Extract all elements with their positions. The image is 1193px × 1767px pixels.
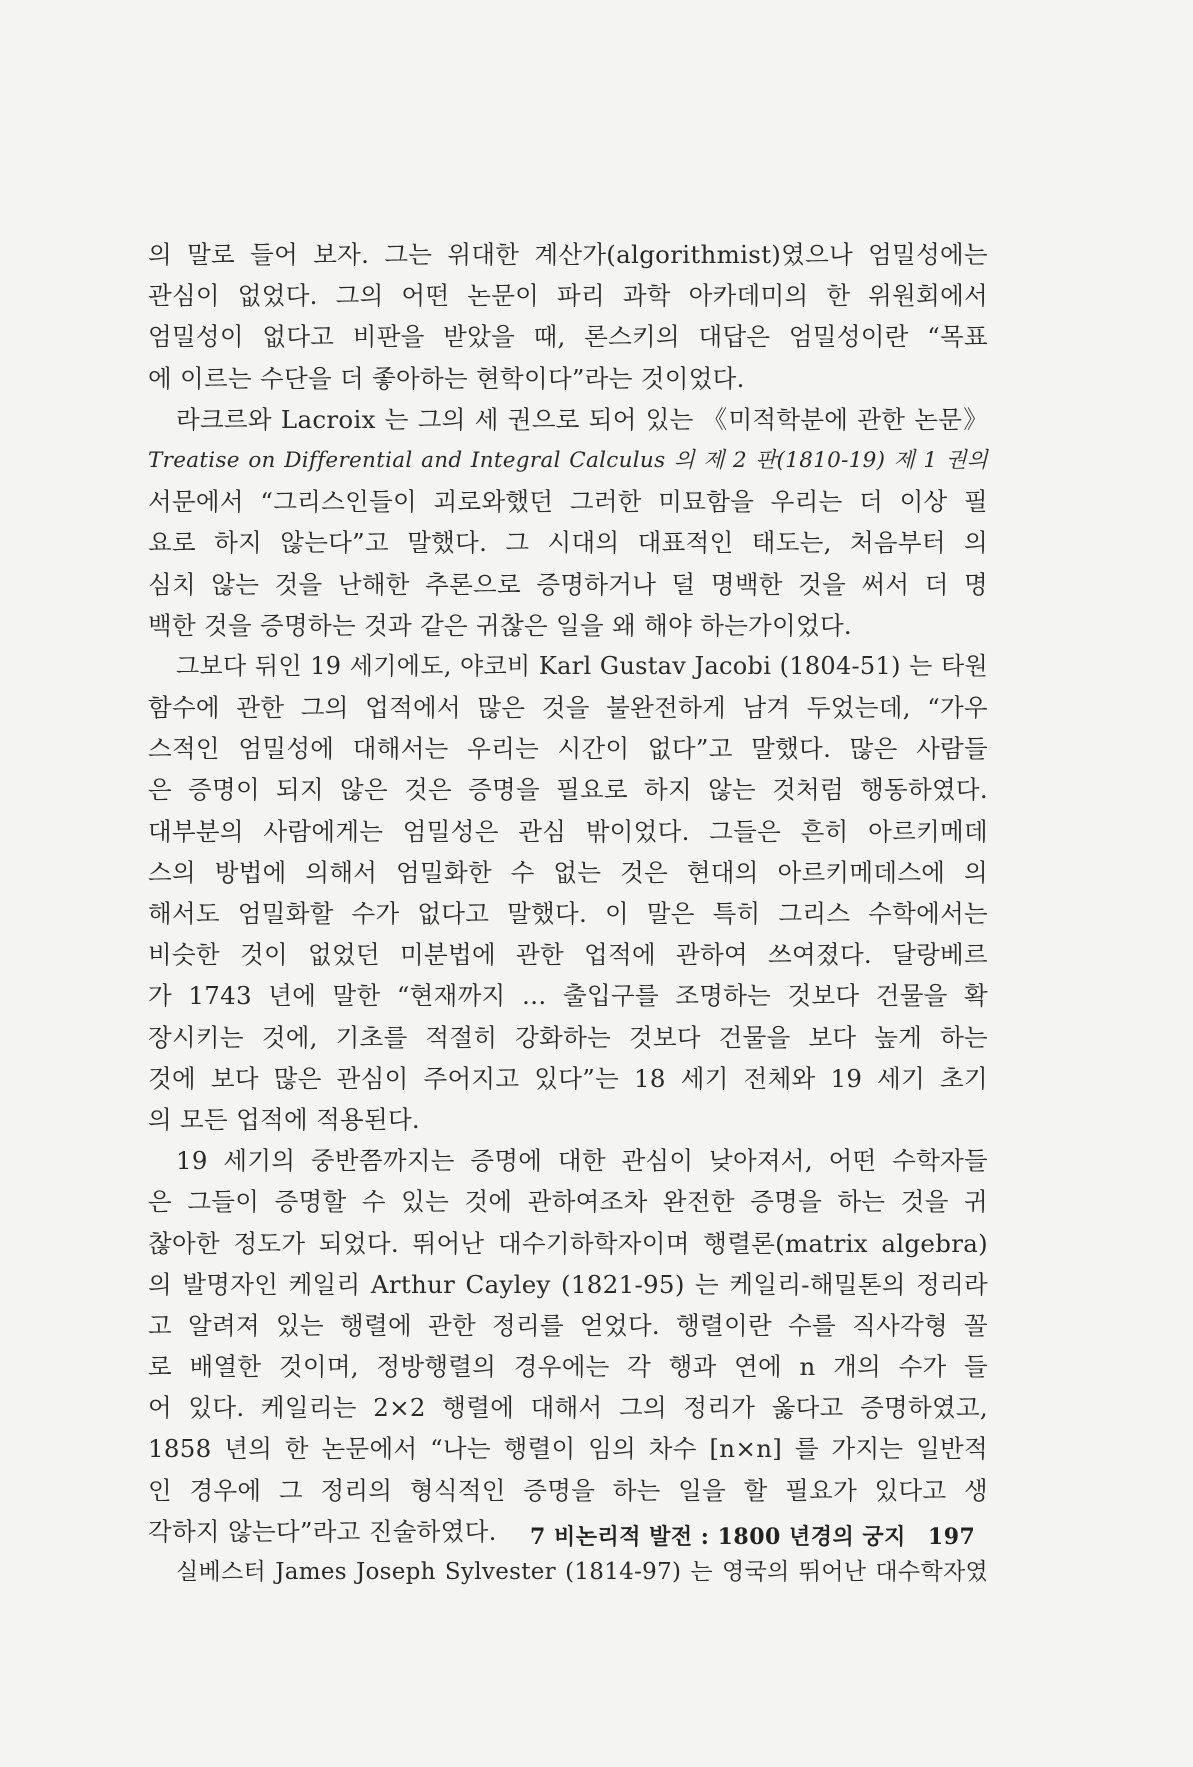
text-line: 의 발명자인 케일리 Arthur Cayley (1821-95) 는 케일리-해밀톤의 정리라 bbox=[148, 1269, 988, 1299]
text-line: 의 말로 들어 보자. 그는 위대한 계산가(algorithmist)였으나 엄밀성에는 bbox=[148, 240, 988, 269]
text-line: 라크르와 Lacroix 는 그의 세 권으로 되어 있는 《미적학분에 관한 논문》 bbox=[176, 404, 988, 434]
body-text bbox=[148, 234, 988, 1593]
text-line: 1858 년의 한 논문에서 “나는 행렬이 임의 차수 [n×n] 를 가지는 일반적 bbox=[148, 1434, 988, 1464]
text-line: 스적인 엄밀성에 대해서는 우리는 시간이 없다”고 말했다. 많은 사람들 bbox=[148, 734, 988, 764]
chapter-title: 7 비논리적 발전 : 1800 년경의 궁지 bbox=[530, 1524, 906, 1550]
text-line: 심치 않는 것을 난해한 추론으로 증명하거나 덜 명백한 것을 써서 더 명 bbox=[148, 569, 988, 599]
text-line: 로 배열한 것이며, 정방행렬의 경우에는 각 행과 연에 n 개의 수가 들 bbox=[148, 1352, 988, 1382]
text-line: 찮아한 정도가 되었다. 뛰어난 대수기하학자이며 행렬론(matrix algebra) bbox=[148, 1228, 988, 1258]
text-line: 인 경우에 그 정리의 형식적인 증명을 하는 일을 할 필요가 있다고 생 bbox=[148, 1475, 988, 1505]
text-line: 함수에 관한 그의 업적에서 많은 것을 불완전하게 남겨 두었는데, “가우 bbox=[148, 693, 988, 723]
text-line: 가 1743 년에 말한 “현재까지 … 출입구를 조명하는 것보다 건물을 확 bbox=[148, 981, 988, 1011]
text-line: 각하지 않는다”라고 진술하였다. bbox=[148, 1516, 497, 1546]
text-line: 고 알려져 있는 행렬에 관한 정리를 얻었다. 행렬이란 수를 직사각형 꼴 bbox=[148, 1310, 988, 1340]
text-line: 실베스터 James Joseph Sylvester (1814-97) 는 영국의 뛰어난 대수학자였 bbox=[176, 1559, 988, 1585]
text-line: 비슷한 것이 없었던 미분법에 관한 업적에 관하여 쓰여졌다. 달랑베르 bbox=[148, 940, 988, 970]
text-line: 장시키는 것에, 기초를 적절히 강화하는 것보다 건물을 보다 높게 하는 bbox=[148, 1022, 988, 1052]
text-line: 19 세기의 중반쯤까지는 증명에 대한 관심이 낮아져서, 어떤 수학자들 bbox=[176, 1146, 988, 1176]
text-line: 엄밀성이 없다고 비판을 받았을 때, 론스키의 대답은 엄밀성이란 “목표 bbox=[148, 322, 988, 352]
text-line: 은 증명이 되지 않은 것은 증명을 필요로 하지 않는 것처럼 행동하였다. bbox=[148, 775, 988, 805]
text-line: 그보다 뒤인 19 세기에도, 야코비 Karl Gustav Jacobi (1804-51) 는 타원 bbox=[176, 651, 988, 680]
text-line: 스의 방법에 의해서 엄밀화한 수 없는 것은 현대의 아르키메데스에 의 bbox=[148, 857, 988, 887]
text-line: Treatise on Differential and Integral Calculus 의 제 2 판(1810-19) 제 1 권의 bbox=[148, 447, 988, 473]
text-line: 의 모든 업적에 적용된다. bbox=[148, 1104, 421, 1134]
text-line: 백한 것을 증명하는 것과 같은 귀찮은 일을 왜 해야 하는가이었다. bbox=[148, 610, 853, 640]
text-line: 은 그들이 증명할 수 있는 것에 관하여조차 완전한 증명을 하는 것을 귀 bbox=[148, 1187, 988, 1217]
text-line: 대부분의 사람에게는 엄밀성은 관심 밖이었다. 그들은 흔히 아르키메데 bbox=[148, 816, 988, 846]
text-line: 에 이르는 수단을 더 좋아하는 현학이다”라는 것이었다. bbox=[148, 363, 745, 393]
page-number: 197 bbox=[927, 1524, 976, 1550]
text-line: 관심이 없었다. 그의 어떤 논문이 파리 과학 아카데미의 한 위원회에서 bbox=[148, 281, 988, 311]
text-line: 요로 하지 않는다”고 말했다. 그 시대의 대표적인 태도는, 처음부터 의 bbox=[148, 528, 988, 558]
text-line: 어 있다. 케일리는 2×2 행렬에 대해서 그의 정리가 옳다고 증명하였고, bbox=[148, 1393, 988, 1423]
text-line: 서문에서 “그리스인들이 괴로와했던 그러한 미묘함을 우리는 더 이상 필 bbox=[148, 487, 988, 517]
running-footer bbox=[530, 1522, 976, 1552]
text-line: 해서도 엄밀화할 수가 없다고 말했다. 이 말은 특히 그리스 수학에서는 bbox=[148, 899, 988, 928]
text-line: 것에 보다 많은 관심이 주어지고 있다”는 18 세기 전체와 19 세기 초기 bbox=[148, 1063, 988, 1093]
